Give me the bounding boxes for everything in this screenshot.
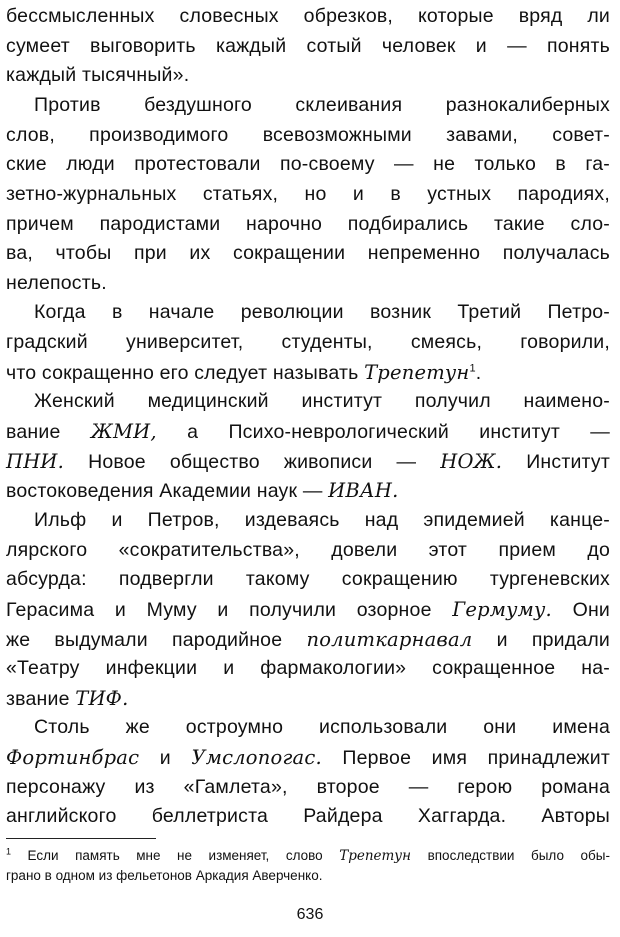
text-line: Ильф и Петров, издеваясь над эпидемией канце- (34, 508, 610, 531)
text-line: Когда в начале революции возник Третий Петро- (34, 301, 610, 324)
page-number: 636 (296, 906, 324, 923)
italic-word: Фортинбрас (6, 746, 140, 770)
text-line: Фортинбрас и Умслопогас. Первое имя принадлежит (6, 746, 610, 770)
italic-word: Трепетун (364, 360, 470, 384)
text-line: нелепость. (6, 271, 107, 294)
text-line: каждый тысячный». (6, 64, 190, 87)
text-line: бессмысленных словесных обрезков, которые вряд ли (6, 5, 610, 27)
text-line: абсурда: подвергли такому сокращению тургеневских (6, 568, 610, 591)
text-line: же выдумали пародийное политкарнавал и придали (6, 627, 611, 651)
text-line: причем пародистами нарочно подбирались такие сло- (6, 212, 610, 235)
italic-word: ПНИ. (6, 449, 65, 473)
footnote-reference: 1 (469, 362, 476, 375)
footnote-line: грано в одном из фельетонов Аркадия Аверченко. (6, 868, 323, 883)
footnote-divider (6, 838, 156, 839)
text-line: лярского «сократительства», довели этот прием до (6, 538, 610, 561)
footnote: $^1$ Если память мне не изменяет, слово Трепетун впоследствии было обы- (6, 846, 610, 864)
italic-word: Трепетун (339, 848, 412, 864)
text-line: персонажу из «Гамлета», второе — герою романа (6, 775, 610, 798)
italic-word: НОЖ. (440, 449, 503, 473)
text-line: востоковедения Академии наук — ИВАН. (6, 479, 399, 503)
text-line: градский университет, студенты, смеясь, говорили, (6, 331, 610, 354)
italic-word: политкарнавал (306, 627, 473, 651)
text-line: что сокращенно его следует называть Трепетун$^1$. (6, 360, 482, 384)
text-line: Женский медицинский институт получил наимено- (34, 390, 610, 413)
text-line: ва, чтобы при их сокращении непременно получалась (6, 242, 610, 265)
italic-word: Гермуму. (452, 597, 552, 621)
text-line: ские люди протестовали по-своему — не только в га- (6, 153, 610, 176)
text-line: «Театру инфекции и фармакологии» сокращенное на- (6, 657, 610, 680)
italic-word: ИВАН. (328, 479, 399, 503)
text-line: Столь же остроумно использовали они имена (34, 716, 610, 739)
text-line: вание ЖМИ, а Психо-неврологический институт — (6, 420, 610, 443)
text-line: слов, производимого всевозможными завами, совет- (6, 123, 610, 146)
text-line: английского беллетриста Райдера Хаггарда. Авторы (6, 805, 610, 828)
italic-word: ТИФ. (75, 686, 129, 710)
italic-word: Умслопогас. (191, 746, 322, 770)
text-line: ПНИ. Новое общество живописи — НОЖ. Институт (6, 449, 610, 473)
italic-word: ЖМИ, (90, 420, 157, 443)
text-line: Против бездушного склеивания разнокалиберных (34, 93, 610, 116)
text-line: сумеет выговорить каждый сотый человек и — понять (6, 34, 610, 57)
text-line: звание ТИФ. (6, 686, 129, 710)
text-line: зетно-журнальных статьях, но и в устных пародиях, (6, 182, 610, 205)
text-line: Герасима и Муму и получили озорное Гермуму. Они (6, 597, 611, 621)
